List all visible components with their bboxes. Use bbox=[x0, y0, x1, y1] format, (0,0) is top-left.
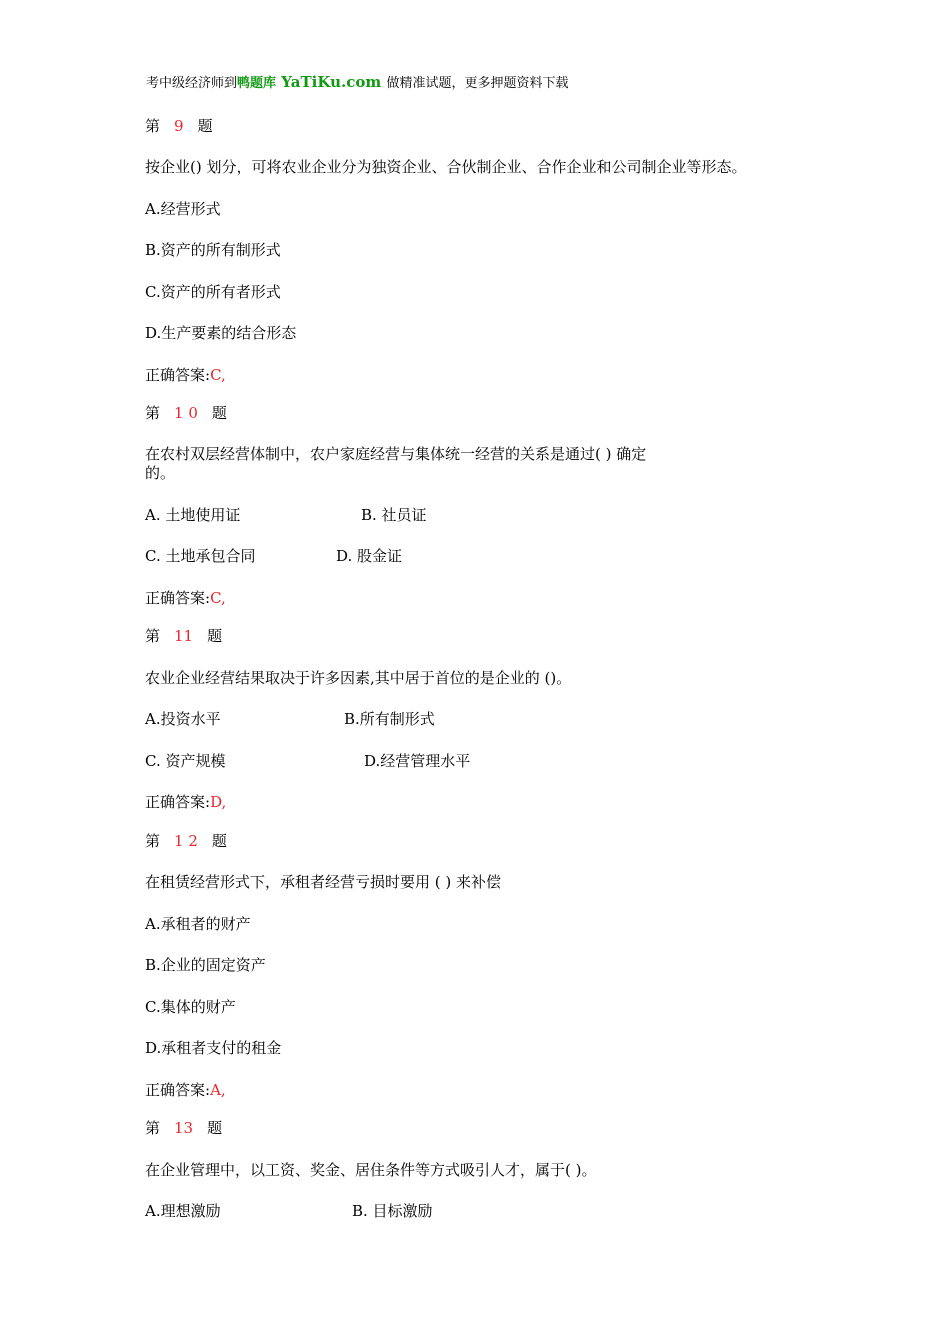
answer-11: 正确答案:D, bbox=[145, 793, 227, 811]
header-prefix: 考中级经济师到 bbox=[146, 76, 238, 91]
option-11-c: C. 资产规模 bbox=[145, 752, 226, 770]
option-10-a: A. 土地使用证 bbox=[145, 506, 241, 524]
option-12-b: B.企业的固定资产 bbox=[145, 956, 266, 974]
option-10-b: B. 社员证 bbox=[361, 506, 427, 524]
option-12-d: D.承租者支付的租金 bbox=[145, 1039, 282, 1057]
answer-10: 正确答案:C, bbox=[145, 589, 226, 607]
option-11-b: B.所有制形式 bbox=[344, 710, 435, 728]
question-stem-13: 在企业管理中，以工资、奖金、居住条件等方式吸引人才，属于( )。 bbox=[145, 1161, 597, 1179]
question-number-12: 第 1 2 题 bbox=[145, 832, 227, 850]
option-10-d: D. 股金证 bbox=[336, 547, 403, 565]
question-stem-10-line1: 在农村双层经营体制中，农户家庭经营与集体统一经营的关系是通过( ) 确定 bbox=[145, 445, 647, 463]
question-number-9: 第 9 题 bbox=[145, 117, 213, 135]
option-10-c: C. 土地承包合同 bbox=[145, 547, 256, 565]
question-stem-9: 按企业() 划分，可将农业企业分为独资企业、合伙制企业、合作企业和公司制企业等形态。 bbox=[145, 158, 747, 176]
option-11-d: D.经营管理水平 bbox=[364, 752, 471, 770]
question-number-11: 第 11 题 bbox=[145, 627, 223, 645]
question-number-10: 第 1 0 题 bbox=[145, 404, 227, 422]
option-12-a: A.承租者的财产 bbox=[145, 915, 251, 933]
answer-9: 正确答案:C, bbox=[145, 366, 226, 384]
question-stem-12: 在租赁经营形式下，承租者经营亏损时要用 ( ) 来补偿 bbox=[145, 873, 502, 891]
answer-12: 正确答案:A, bbox=[145, 1081, 226, 1099]
option-9-a: A.经营形式 bbox=[145, 200, 221, 218]
option-9-d: D.生产要素的结合形态 bbox=[145, 324, 297, 342]
question-number-13: 第 13 题 bbox=[145, 1119, 223, 1137]
option-11-a: A.投资水平 bbox=[145, 710, 221, 728]
option-12-c: C.集体的财产 bbox=[145, 998, 236, 1016]
header-suffix: 做精准试题，更多押题资料下载 bbox=[386, 76, 569, 91]
option-13-b: B. 目标激励 bbox=[352, 1202, 433, 1220]
header-brand: 鸭题库 bbox=[237, 76, 277, 91]
option-9-b: B.资产的所有制形式 bbox=[145, 241, 281, 259]
header-site-link[interactable]: YaTiKu.com bbox=[276, 73, 387, 91]
option-13-a: A.理想激励 bbox=[145, 1202, 221, 1220]
page-header bbox=[146, 72, 568, 91]
question-stem-10-line2: 的。 bbox=[145, 464, 176, 482]
option-9-c: C.资产的所有者形式 bbox=[145, 283, 281, 301]
question-stem-11: 农业企业经营结果取决于许多因素,其中居于首位的是企业的 ()。 bbox=[145, 669, 572, 687]
